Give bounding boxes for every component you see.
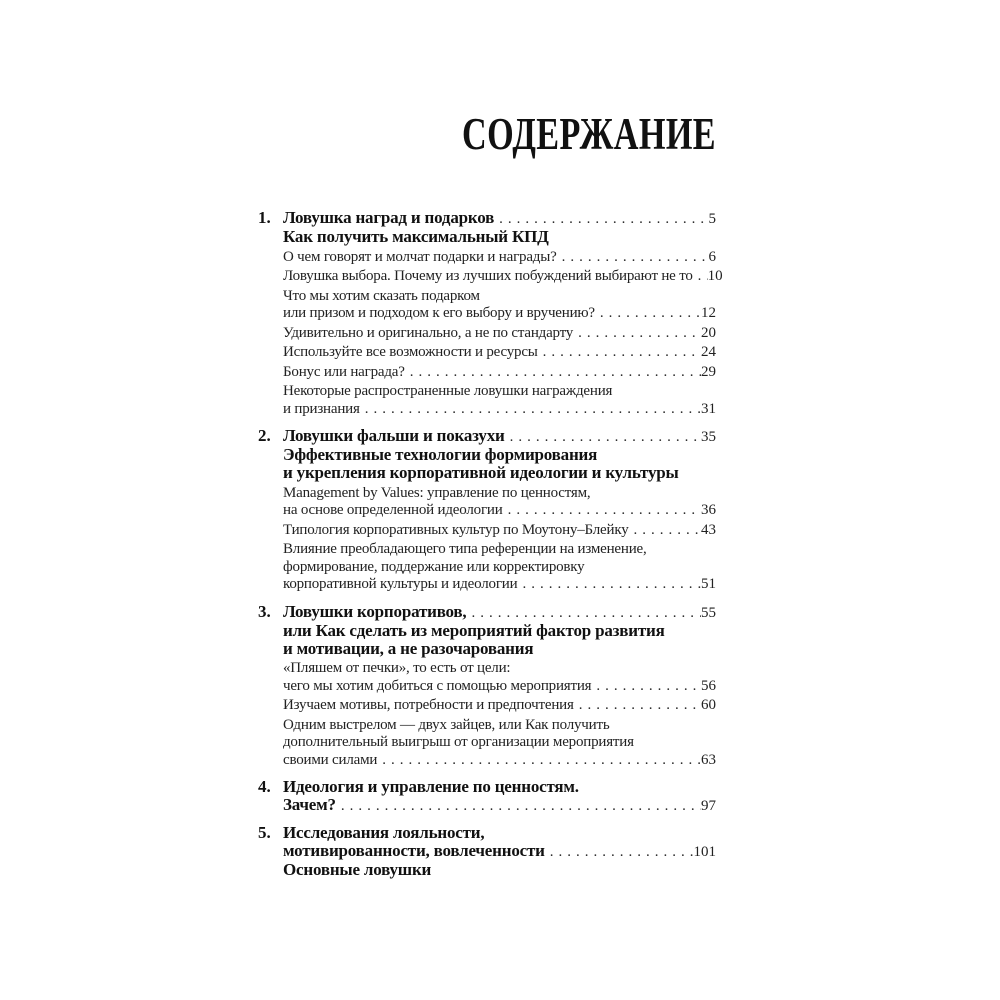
dot-leader <box>595 305 701 323</box>
toc-entries <box>283 660 716 769</box>
toc-entry-text: Ловушка выбора. Почему из лучших побуждений выбирают не то <box>283 268 693 284</box>
toc-entry-text: дополнительный выигрыш от организации мероприятия <box>283 734 634 750</box>
dot-leader <box>574 697 701 715</box>
toc-entry <box>283 288 716 323</box>
toc-heading-text: Как получить максимальный КПД <box>283 227 549 246</box>
toc-heading-line <box>283 427 716 446</box>
toc-entry <box>283 364 716 382</box>
toc-heading-text: Ловушки фальши и показухи <box>283 426 505 445</box>
toc-heading-line <box>283 861 716 879</box>
toc-section <box>258 824 716 879</box>
toc-heading-line <box>283 603 716 622</box>
dot-leader <box>545 843 694 861</box>
toc-entry <box>283 485 716 520</box>
toc-entry-line <box>283 678 716 696</box>
dot-leader <box>466 604 701 622</box>
toc-entry-line <box>283 541 716 559</box>
page-title: СОДЕРЖАНИЕ <box>462 109 716 159</box>
toc-section <box>258 603 716 770</box>
page-number: 43 <box>701 521 716 538</box>
toc-entry-line <box>283 752 716 770</box>
toc-heading-line <box>283 622 716 640</box>
page-number: 31 <box>701 400 716 417</box>
page-number: 60 <box>701 697 716 713</box>
toc-entry-line <box>283 559 716 577</box>
section-number: 5. <box>258 823 271 842</box>
section-number: 4. <box>258 777 271 796</box>
dot-leader <box>494 210 708 228</box>
dot-leader <box>505 428 701 446</box>
page-number: 51 <box>701 576 716 592</box>
page-number: 20 <box>701 324 716 341</box>
toc-heading-line <box>283 842 716 861</box>
toc-heading-text: Основные ловушки <box>283 860 432 879</box>
toc-entry-text: на основе определенной идеологии <box>283 502 503 518</box>
toc-entry-text: и признания <box>283 400 360 417</box>
toc-entry-line <box>283 305 716 323</box>
toc-entry-text: Изучаем мотивы, потребности и предпочтения <box>283 697 574 713</box>
toc-entry-text: Типология корпоративных культур по Моутону–Блейку <box>283 521 629 538</box>
page-number: 10 <box>707 268 723 284</box>
page-number: 24 <box>701 344 716 360</box>
dot-leader <box>503 502 701 520</box>
dot-leader <box>591 678 701 696</box>
toc-heading-line <box>283 824 716 842</box>
toc-heading-line <box>283 640 716 658</box>
toc-entry-line <box>283 697 716 715</box>
dot-leader <box>405 364 701 382</box>
toc-entry-text: формирование, поддержание или корректировку <box>283 558 585 575</box>
toc-entry-text: Бонус или награда? <box>283 363 405 380</box>
toc-heading-line <box>283 209 716 228</box>
toc-entry-line <box>283 660 716 678</box>
toc-entry <box>283 325 716 343</box>
toc-entry-text: чего мы хотим добиться с помощью мероприятия <box>283 677 592 694</box>
toc-section <box>258 208 723 418</box>
toc-heading-line <box>283 796 716 815</box>
section-number: 3. <box>258 601 271 621</box>
dot-leader <box>377 752 701 770</box>
toc-entry-line <box>283 522 716 540</box>
dot-leader <box>629 522 702 540</box>
toc-entry <box>283 541 716 594</box>
toc-entry-text: Management by Values: управление по ценностям, <box>283 484 591 501</box>
toc-entry-text: Что мы хотим сказать подарком <box>283 287 480 304</box>
page-number: 29 <box>701 363 716 380</box>
page-number: 12 <box>701 305 716 321</box>
page-number: 35 <box>701 429 716 445</box>
toc-entry <box>283 344 716 362</box>
toc-entry-line <box>283 325 716 343</box>
toc-entries <box>283 248 723 419</box>
toc-heading-text: и мотивации, а не разочарования <box>283 638 534 658</box>
page-number: 5 <box>708 211 716 227</box>
toc-entry <box>283 717 716 770</box>
toc-entry <box>283 522 716 540</box>
toc-entries <box>283 485 716 594</box>
toc-heading-text: Эффективные технологии формирования <box>283 445 598 464</box>
toc-heading-text: Зачем? <box>283 795 336 814</box>
toc-entry-text: своими силами <box>283 751 378 768</box>
page-number: 101 <box>693 844 716 860</box>
dot-leader <box>336 797 701 815</box>
toc-entry-line <box>283 401 716 419</box>
toc-entry-line <box>283 383 716 401</box>
toc-entry-line <box>283 576 716 594</box>
toc-entry-line <box>283 502 716 520</box>
dot-leader <box>517 576 701 594</box>
toc-entry-text: «Пляшем от печки», то есть от цели: <box>283 660 511 676</box>
toc-heading-text: или Как сделать из мероприятий фактор развития <box>283 620 665 640</box>
toc-entry-line <box>283 268 723 286</box>
toc-entry-text: О чем говорят и молчат подарки и награды? <box>283 248 557 265</box>
toc-entry-line <box>283 288 716 306</box>
dot-leader <box>538 344 701 362</box>
toc-heading-text: Ловушки корпоративов, <box>283 601 467 621</box>
toc-heading-line <box>283 446 716 464</box>
toc-heading-text: Идеология и управление по ценностям. <box>283 777 579 796</box>
toc-entry-text: Влияние преобладающего типа референции на изменение, <box>283 541 647 557</box>
toc-entry-text: Некоторые распространенные ловушки награждения <box>283 383 613 399</box>
toc-heading-line <box>283 464 716 482</box>
table-of-contents <box>258 208 723 879</box>
toc-entry <box>283 268 723 286</box>
toc-entry-text: Одним выстрелом — двух зайцев, или Как получить <box>283 716 610 733</box>
toc-entry-line <box>283 485 716 503</box>
page-number: 63 <box>701 751 716 768</box>
dot-leader <box>573 325 701 343</box>
dot-leader <box>693 268 708 286</box>
toc-section <box>258 778 716 815</box>
toc-entry-line <box>283 364 716 382</box>
toc-entry-line <box>283 717 716 735</box>
section-number: 1. <box>258 208 271 227</box>
toc-entry-text: Удивительно и оригинально, а не по стандарту <box>283 324 574 341</box>
page-number: 36 <box>701 502 716 518</box>
page-number: 56 <box>701 677 716 694</box>
toc-entry <box>283 383 716 418</box>
dot-leader <box>557 249 709 267</box>
page-number: 97 <box>701 798 716 814</box>
page-number: 6 <box>708 248 716 265</box>
section-number: 2. <box>258 426 271 445</box>
toc-entry-text: или призом и подходом к его выбору и вручению? <box>283 305 595 321</box>
dot-leader <box>360 401 701 419</box>
toc-heading-text: и укрепления корпоративной идеологии и культуры <box>283 463 679 482</box>
toc-heading-text: мотивированности, вовлеченности <box>283 841 545 860</box>
toc-entry <box>283 249 716 267</box>
toc-heading-line <box>283 778 716 796</box>
toc-entry-text: Используйте все возможности и ресурсы <box>283 344 538 360</box>
contents-column <box>258 109 723 879</box>
toc-entry-line <box>283 734 716 752</box>
page-number: 55 <box>701 604 716 621</box>
toc-entry <box>283 660 716 695</box>
toc-entry-line <box>283 344 716 362</box>
toc-section <box>258 427 716 594</box>
toc-entry-line <box>283 249 716 267</box>
toc-entry <box>283 697 716 715</box>
toc-heading-text: Исследования лояльности, <box>283 823 485 842</box>
toc-heading-text: Ловушка наград и подарков <box>283 208 495 227</box>
toc-heading-line <box>283 228 716 246</box>
toc-entry-text: корпоративной культуры и идеологии <box>283 576 518 592</box>
